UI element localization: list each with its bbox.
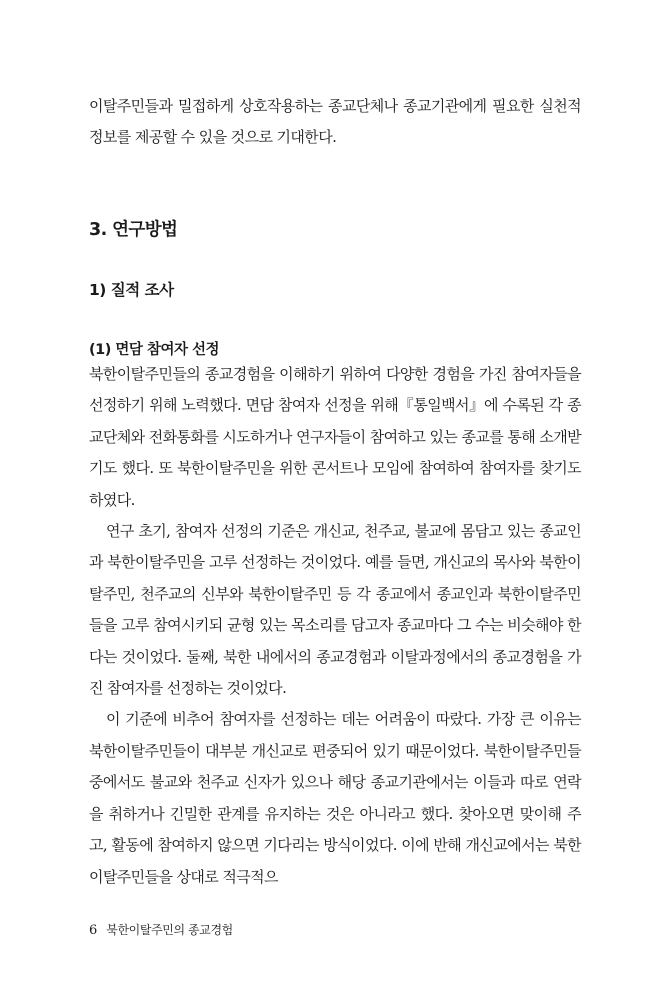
main-body xyxy=(89,359,581,893)
intro-paragraph: 이탈주민들과 밀접하게 상호작용하는 종교단체나 종교기관에게 필요한 실천적 정보를 제공할 수 있을 것으로 기대한다. xyxy=(89,97,581,147)
running-title: 북한이탈주민의 종교경험 xyxy=(106,923,233,937)
page-footer xyxy=(89,921,233,938)
subsubsection-heading: (1) 면담 참여자 선정 xyxy=(89,342,220,358)
body-paragraph: 연구 초기, 참여자 선정의 기준은 개신교, 천주교, 불교에 몸담고 있는 종교인과 북한이탈주민을 고루 선정하는 것이었다. 예를 들면, 개신교의 목사와 북한이탈주민, 천주교의 신부와 북한이탈주민 등 각 종교에서 종교인과 북한이탈주민들을 고루 참여시키되 균형 있는 목소리를 담고자 종교마다 그 수는 비슷해야 한다는 것이었다. 둘째, 북한 내에서의 종교경험과 이탈과정에서의 종교경험을 가진 참여자를 선정하는 것이었다. xyxy=(89,522,581,698)
subsection-heading: 1) 질적 조사 xyxy=(89,281,174,299)
body-paragraph: 북한이탈주민들의 종교경험을 이해하기 위하여 다양한 경험을 가진 참여자들을 선정하기 위해 노력했다. 면담 참여자 선정을 위해『통일백서』에 수록된 각 종교단체와 전화통화를 시도하거나 연구자들이 참여하고 있는 종교를 통해 소개받기도 했다. 또 북한이탈주민을 위한 콘서트나 모임에 참여하여 참여자를 찾기도 하였다. xyxy=(89,365,581,509)
page-number: 6 xyxy=(89,923,97,938)
body-paragraph: 이 기준에 비추어 참여자를 선정하는 데는 어려움이 따랐다. 가장 큰 이유는 북한이탈주민들이 대부분 개신교로 편중되어 있기 때문이었다. 북한이탈주민들 중에서도 불교와 천주교 신자가 있으나 해당 종교기관에서는 이들과 따로 연락을 취하거나 긴밀한 관계를 유지하는 것은 아니라고 했다. 찾아오면 맞이해 주고, 활동에 참여하지 않으면 기다리는 방식이었다. 이에 반해 개신교에서는 북한이탈주민들을 상대로 적극적으 xyxy=(89,710,581,886)
section-heading: 3. 연구방법 xyxy=(89,220,178,240)
intro-block xyxy=(89,91,581,154)
